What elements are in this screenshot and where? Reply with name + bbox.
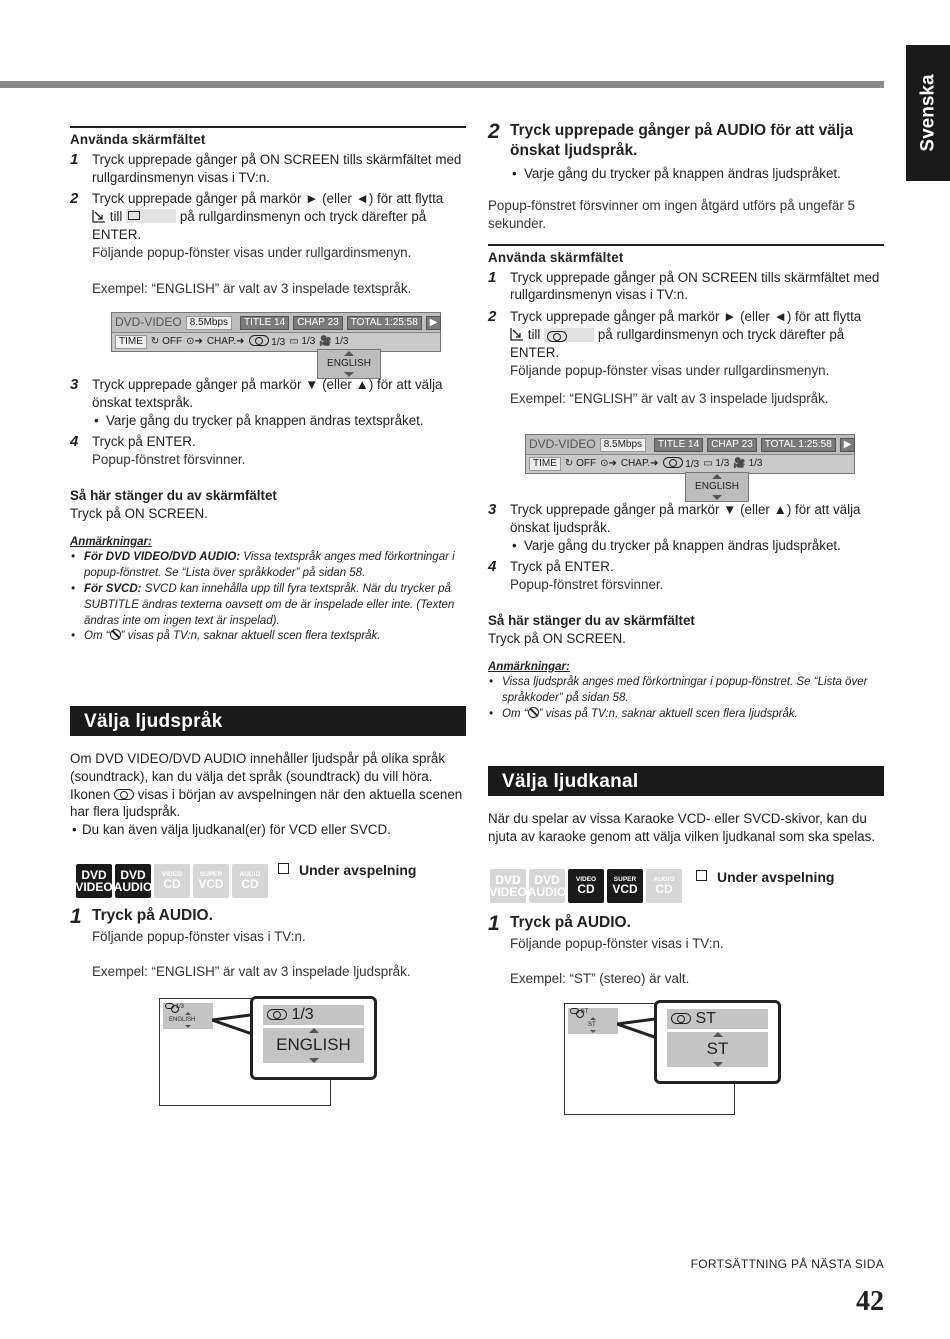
step-4: 4 Tryck på ENTER. Popup-fönstret försvinner. [70,433,466,469]
osd-repeat-value: OFF [162,336,183,348]
disc-super-vcd-icon [607,869,643,903]
condition-label: Under avspelning [696,868,834,887]
disc-top-label: VIDEO [575,875,597,883]
note-text: Om “ [84,630,110,643]
disc-dvd-video-icon [490,869,526,903]
top-rule [0,81,884,88]
disc-bottom-label: AUDIO [527,885,567,899]
osd-time: TIME [115,335,147,349]
section-subtitle-onscreen [70,126,466,298]
osd-popup-value: ENGLISH [327,358,371,369]
audio-icon [267,1009,287,1020]
step-text: Tryck på ENTER. [510,559,614,575]
step-1: 1 Tryck upprepade gånger på ON SCREEN tills skärmfältet med rullgardinsmenyn visas i TV:n. [488,268,880,303]
left-column [70,126,466,302]
language-tab-label: Svenska [917,74,939,152]
osd-chap-label: CHAP. [206,336,237,348]
audio-icon [114,789,134,800]
section-heading: Använda skärmfältet [70,132,206,147]
note-text: SVCD kan innehålla upp till fyra textspråk. När du trycker på SUBTITLE ändras texterna oavsett om de är inspelade eller inte. (Texten ändras inte om ingen text är inspelad). [84,582,455,627]
callout-left [250,996,377,1080]
disc-top-label: DVD [81,868,107,882]
disc-dvd-audio-icon [529,869,565,903]
step-text: Tryck upprepade gånger på ON SCREEN tills skärmfältet med rullgardinsmenyn visas i TV:n. [92,151,462,185]
disc-audio-cd-icon [646,869,682,903]
right-column [488,121,884,411]
audio-icon [671,1013,691,1024]
step-subtext: Popup-fönstret försvinner. [92,452,246,468]
disc-bottom-label: VCD [198,877,224,892]
step-text: Tryck upprepade gånger på markör ▼ (eller ▲) för att välja önskat textspråk. [92,377,443,410]
osd-angle-value: 1/3 [748,458,763,470]
big-step-2: 2 Tryck upprepade gånger på AUDIO för att välja önskat ljudspråk. [488,120,854,160]
disc-top-label: AUDIO [653,875,675,883]
arrow-down-icon [185,1025,191,1028]
note-2 [70,582,466,630]
note-text: ” visas på TV:n, saknar aktuell scen flera ljudspråk. [538,707,798,720]
disc-bottom-label: CD [241,877,259,892]
disc-bottom-label: VIDEO [489,885,527,899]
osd-angle-value: 1/3 [334,336,349,348]
close-heading: Så här stänger du av skärmfältet [70,488,277,504]
tv-mini-popup [568,1008,618,1034]
osd-total: TOTAL 1:25:58 [761,438,836,452]
right-steps-34 [488,501,884,723]
osd-row-bottom [526,454,854,473]
osd-chap-btn: CHAP.➜ [620,458,659,470]
example-text: Exempel: “ST” (stereo) är valt. [510,970,690,986]
popup-note: Popup-fönstret försvinner om ingen åtgärd utförs på ungefär 5 sekunder. [488,198,855,231]
bullet-text: Du kan även välja ljudkanal(er) för VCD eller SVCD. [82,822,391,838]
big-step-1: 1 Tryck på AUDIO. [488,912,631,935]
step-2: 2 Tryck upprepade gånger på markör ► (eller ◄) för att flytta till på rullgardinsmenyn och tryck därefter på ENTER. Följande popup-fönster visas under rullgardinsmenyn. Exempel: “ENGLISH” är valt av 3 inspelade textspråk. [70,190,466,297]
example-text: Exempel: “ENGLISH” är valt av 3 inspelade textspråk. [92,280,412,296]
section-heading: Använda skärmfältet [488,249,624,265]
tv-mini-value: ENGLISH [169,1017,196,1023]
step-subtext: Följande popup-fönster visas i TV:n. [92,929,306,945]
big-step-1: 1 Tryck på AUDIO. [70,905,213,928]
osd-rate: 8.5Mbps [600,438,646,452]
arrow-down-icon [712,495,722,500]
note-bold: För DVD VIDEO/DVD AUDIO: [84,551,241,564]
note-2 [488,707,884,723]
disc-bottom-label: CD [577,882,595,897]
callout-value: ST [706,1039,729,1058]
disc-audio-cd-icon [232,864,268,898]
osd-row-top [112,313,440,332]
callout-value-box [263,1028,364,1063]
disc-dvd-video-icon [76,864,112,898]
notes-heading: Anmärkningar: [70,535,152,548]
osd-subtitle: ▭ 1/3 [703,458,730,470]
intro-text: Om DVD VIDEO/DVD AUDIO innehåller ljudspår på olika språk (soundtrack), kan du välja det språk (soundtrack) du vill höra. [70,751,446,784]
audio-icon [249,335,269,346]
prohibited-icon [528,707,539,718]
note-text: ” visas på TV:n, saknar aktuell scen flera textspråk. [120,630,381,643]
step-text: på rullgardinsmenyn och tryck därefter på ENTER. [510,327,845,360]
disc-top-label: SUPER [199,870,223,878]
disc-super-vcd-icon [193,864,229,898]
step-text: Tryck upprepade gånger på markör ► (eller ◄) för att flytta [510,309,862,325]
continued-label: FORTSÄTTNING PÅ NÄSTA SIDA [690,1257,884,1271]
step-text: till [109,209,123,225]
osd-mode: DVD-VIDEO [115,314,182,329]
osd-timer-icon: ⊙➜ [186,336,203,348]
osd-mode: DVD-VIDEO [529,436,596,451]
callout-value: ENGLISH [276,1035,351,1054]
big-step-text: Tryck på AUDIO. [510,914,631,931]
tv-mini-top-value: ST [580,1009,589,1015]
osd-audio [249,335,286,349]
osd-title: TITLE 14 [240,316,289,330]
osd-audio-value: 1/3 [271,336,286,348]
note-text: Vissa ljudspråk anges med förkortningar i popup-fönstret. Se “Lista över språkkoder” på sidan 58. [502,676,868,704]
bullet-text: • Varje gång du trycker på knappen ändras ljudspråket. [510,165,884,183]
intro-text-2 [70,786,466,822]
disc-dvd-audio-icon [115,864,151,898]
osd-chap: CHAP 23 [293,316,343,330]
osd-play-icon: ▶ [840,438,856,452]
osd-popup-audio [685,472,749,502]
arrow-up-icon [590,1017,596,1020]
disc-top-label: DVD [495,873,521,887]
step-subtext: Följande popup-fönster visas under rullgardinsmenyn. [510,362,830,378]
step-text: Tryck upprepade gånger på markör ► (eller ◄) för att flytta [92,191,444,207]
step-1: 1 Tryck upprepade gånger på ON SCREEN tills skärmfältet med rullgardinsmenyn visas i TV:n. [70,150,462,185]
note-text: Vissa textspråk anges med förkortningar i popup-fönstret. Se “Lista över språkkoder” på sidan 58. [84,551,455,579]
osd-repeat: ↻ OFF [150,336,183,348]
page-number: 42 [856,1286,884,1317]
cursor-icon [92,209,106,223]
left-steps-34 [70,376,466,645]
tv-mini-value: ST [588,1022,596,1028]
disc-bottom-label: CD [655,882,673,897]
audio-icon [570,1008,579,1014]
osd-title: TITLE 14 [654,438,703,452]
notes-heading: Anmärkningar: [488,660,570,673]
step-3: 3 Tryck upprepade gånger på markör ▼ (eller ▲) för att välja önskat ljudspråk. • Varje gång du trycker på knappen ändras ljudspråket. [488,501,884,554]
right-bigstep [488,913,884,988]
left-audio-section [70,706,466,839]
disc-bottom-label: VIDEO [75,880,113,894]
step-subtext: Följande popup-fönster visas i TV:n. [510,936,724,952]
osd-angle: 🎥 1/3 [733,458,763,470]
close-heading: Så här stänger du av skärmfältet [488,613,695,629]
audio-icon [663,457,683,468]
close-text: Tryck på ON SCREEN. [70,505,208,521]
big-step-text: Tryck på AUDIO. [92,907,213,924]
tv-mini-popup [163,1003,213,1029]
step-text: Tryck på ENTER. [92,434,196,450]
intro-text: När du spelar av vissa Karaoke VCD- eller SVCD-skivor, kan du njuta av karaoke genom att välja vilken ljudkanal som ska spelas. [488,811,876,844]
onscreen-bar-audio [525,434,855,474]
osd-row-top [526,435,854,454]
arrow-up-icon [712,474,722,479]
note-1 [70,550,466,582]
osd-popup-value: ENGLISH [695,481,739,492]
callout-top-row [667,1009,768,1029]
intro-text: visas i början av avspelningen när den aktuella scenen har flera ljudspråk. [70,786,463,820]
step-text: Tryck upprepade gånger på markör ▼ (eller ▲) för att välja önskat ljudspråk. [510,502,861,535]
big-step-text: Tryck upprepade gånger på AUDIO för att välja önskat ljudspråk. [510,122,854,160]
audio-menu-icon [544,328,594,342]
onscreen-bar-subtitle [111,312,441,352]
cursor-icon [510,327,524,341]
step-4: 4 Tryck på ENTER. Popup-fönstret försvinner. [488,558,884,594]
disc-video-cd-icon [568,869,604,903]
step-text: till [527,327,541,343]
tv-mini-top [165,1003,211,1011]
osd-rate: 8.5Mbps [186,316,232,330]
language-tab [906,45,950,181]
disc-top-label: SUPER [613,875,637,883]
close-text: Tryck på ON SCREEN. [488,630,626,646]
intro-text: Ikonen [70,786,111,802]
disc-bottom-label: AUDIO [113,880,153,894]
callout-top-value: 1/3 [291,1006,314,1023]
note-text: Om “ [502,707,528,720]
disc-top-label: DVD [120,868,146,882]
osd-timer-icon: ⊙➜ [600,458,617,470]
osd-audio-value: 1/3 [685,458,700,470]
osd-row-bottom [112,332,440,351]
osd-angle: 🎥 1/3 [319,336,349,348]
osd-subtitle-value: 1/3 [715,458,730,470]
intro-bullet [70,821,466,839]
disc-top-label: DVD [534,873,560,887]
subtitle-icon [126,209,176,223]
disc-bottom-label: VCD [612,882,638,897]
arrow-down-icon [713,1062,723,1067]
osd-play-icon: ▶ [426,316,442,330]
osd-popup-subtitle [317,349,381,379]
osd-audio [663,457,700,471]
condition-label: Under avspelning [278,861,416,880]
step-subtext: Popup-fönstret försvinner. [510,577,664,593]
step-2: 2 Tryck upprepade gånger på markör ► (eller ◄) för att flytta till på rullgardinsmenyn och tryck därefter på ENTER. Följande popup-fönster visas under rullgardinsmenyn. Exempel: “ENGLISH” är valt av 3 inspelade ljudspråk. [488,308,884,407]
disc-top-label: AUDIO [239,870,261,878]
section-banner: Välja ljudspråk [70,706,466,736]
bullet-text: • Varje gång du trycker på knappen ändras textspråket. [92,412,466,430]
arrow-up-icon [344,351,354,356]
audio-icon [165,1003,174,1009]
bullet-text: • Varje gång du trycker på knappen ändras ljudspråket. [510,537,884,555]
step-text: Tryck upprepade gånger på ON SCREEN tills skärmfältet med rullgardinsmenyn visas i TV:n. [510,269,880,303]
osd-repeat-value: OFF [576,458,597,470]
arrow-up-icon [713,1032,723,1037]
callout-top-row [263,1005,364,1025]
step-subtext: Följande popup-fönster visas under rullgardinsmenyn. [92,244,412,260]
arrow-up-icon [185,1012,191,1015]
note-1 [488,675,884,707]
arrow-down-icon [309,1058,319,1063]
tv-mini-top-value: 1/3 [175,1004,185,1010]
osd-total: TOTAL 1:25:58 [347,316,422,330]
example-text: Exempel: “ENGLISH” är valt av 3 inspelade ljudspråk. [510,390,829,406]
example-text: Exempel: “ENGLISH” är valt av 3 inspelade ljudspråk. [92,963,411,979]
disc-icons-right [490,869,682,903]
disc-top-label: VIDEO [161,870,183,878]
step-3: 3 Tryck upprepade gånger på markör ▼ (eller ▲) för att välja önskat textspråk. • Varje gång du trycker på knappen ändras textspråket. [70,376,466,429]
step-text: på rullgardinsmenyn och tryck därefter på ENTER. [92,209,427,243]
tv-mini-top [570,1008,616,1016]
prohibited-icon [110,629,121,640]
osd-chap-btn: CHAP.➜ [206,336,245,348]
osd-time: TIME [529,457,561,471]
note-bold: För SVCD: [84,582,142,595]
osd-subtitle-value: 1/3 [301,336,316,348]
callout-value-box [667,1032,768,1067]
osd-chap-label: CHAP. [620,458,651,470]
callout-top-value: ST [695,1010,716,1027]
section-banner: Välja ljudkanal [488,766,884,796]
osd-chap: CHAP 23 [707,438,757,452]
disc-bottom-label: CD [163,877,181,892]
osd-repeat: ↻ OFF [564,458,597,470]
note-3 [70,629,466,645]
callout-right [654,1000,781,1084]
osd-subtitle: ▭ 1/3 [289,336,316,348]
arrow-up-icon [309,1028,319,1033]
left-bigstep [70,906,466,981]
disc-icons-left [76,864,268,898]
right-channel-section [488,766,884,846]
arrow-down-icon [590,1030,596,1033]
section-subtitle-onscreen-2 [488,244,884,408]
disc-video-cd-icon [154,864,190,898]
audio-icon [547,331,567,342]
